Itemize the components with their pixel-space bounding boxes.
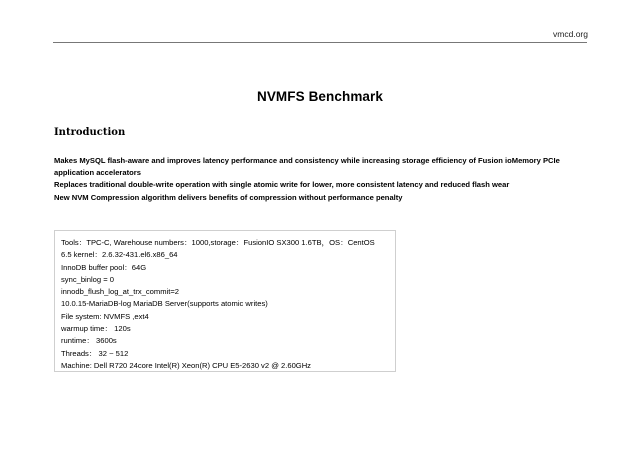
intro-point: New NVM Compression algorithm delivers benefits of compression without performance penalty xyxy=(54,192,403,202)
spec-line: sync_binlog = 0 xyxy=(61,274,114,284)
header-site-name: vmcd.org xyxy=(553,29,588,39)
spec-line: warmup time： 120s xyxy=(61,324,131,334)
spec-line: Machine: Dell R720 24core Intel(R) Xeon(R) CPU E5-2630 v2 @ 2.60GHz xyxy=(61,360,311,370)
spec-line: Tools：TPC-C, Warehouse numbers：1000,storage：FusionIO SX300 1.6TB，OS：CentOS xyxy=(61,238,375,247)
intro-point: application accelerators xyxy=(54,168,141,178)
spec-line: InnoDB buffer pool：64G xyxy=(61,262,147,272)
introduction-points xyxy=(54,155,594,204)
spec-line: File system: NVMFS ,ext4 xyxy=(61,311,149,321)
intro-point: Replaces traditional double-write operation with single atomic write for lower, more consistent latency and reduced flash wear xyxy=(54,180,510,190)
header-divider xyxy=(53,42,587,43)
spec-line: 10.0.15-MariaDB-log MariaDB Server(supports atomic writes) xyxy=(61,299,268,309)
spec-line: Threads： 32 ~ 512 xyxy=(61,348,129,358)
spec-line: 6.5 kernel：2.6.32-431.el6.x86_64 xyxy=(61,250,178,260)
test-environment-box xyxy=(54,230,396,372)
spec-line: runtime： 3600s xyxy=(61,336,117,346)
intro-point: Makes MySQL flash-aware and improves latency performance and consistency while increasing storage efficiency of Fusion ioMemory PCIe xyxy=(54,156,560,165)
spec-line: innodb_flush_log_at_trx_commit=2 xyxy=(61,287,179,297)
document-title: NVMFS Benchmark xyxy=(256,89,384,104)
section-heading-introduction: Introduction xyxy=(54,127,126,138)
